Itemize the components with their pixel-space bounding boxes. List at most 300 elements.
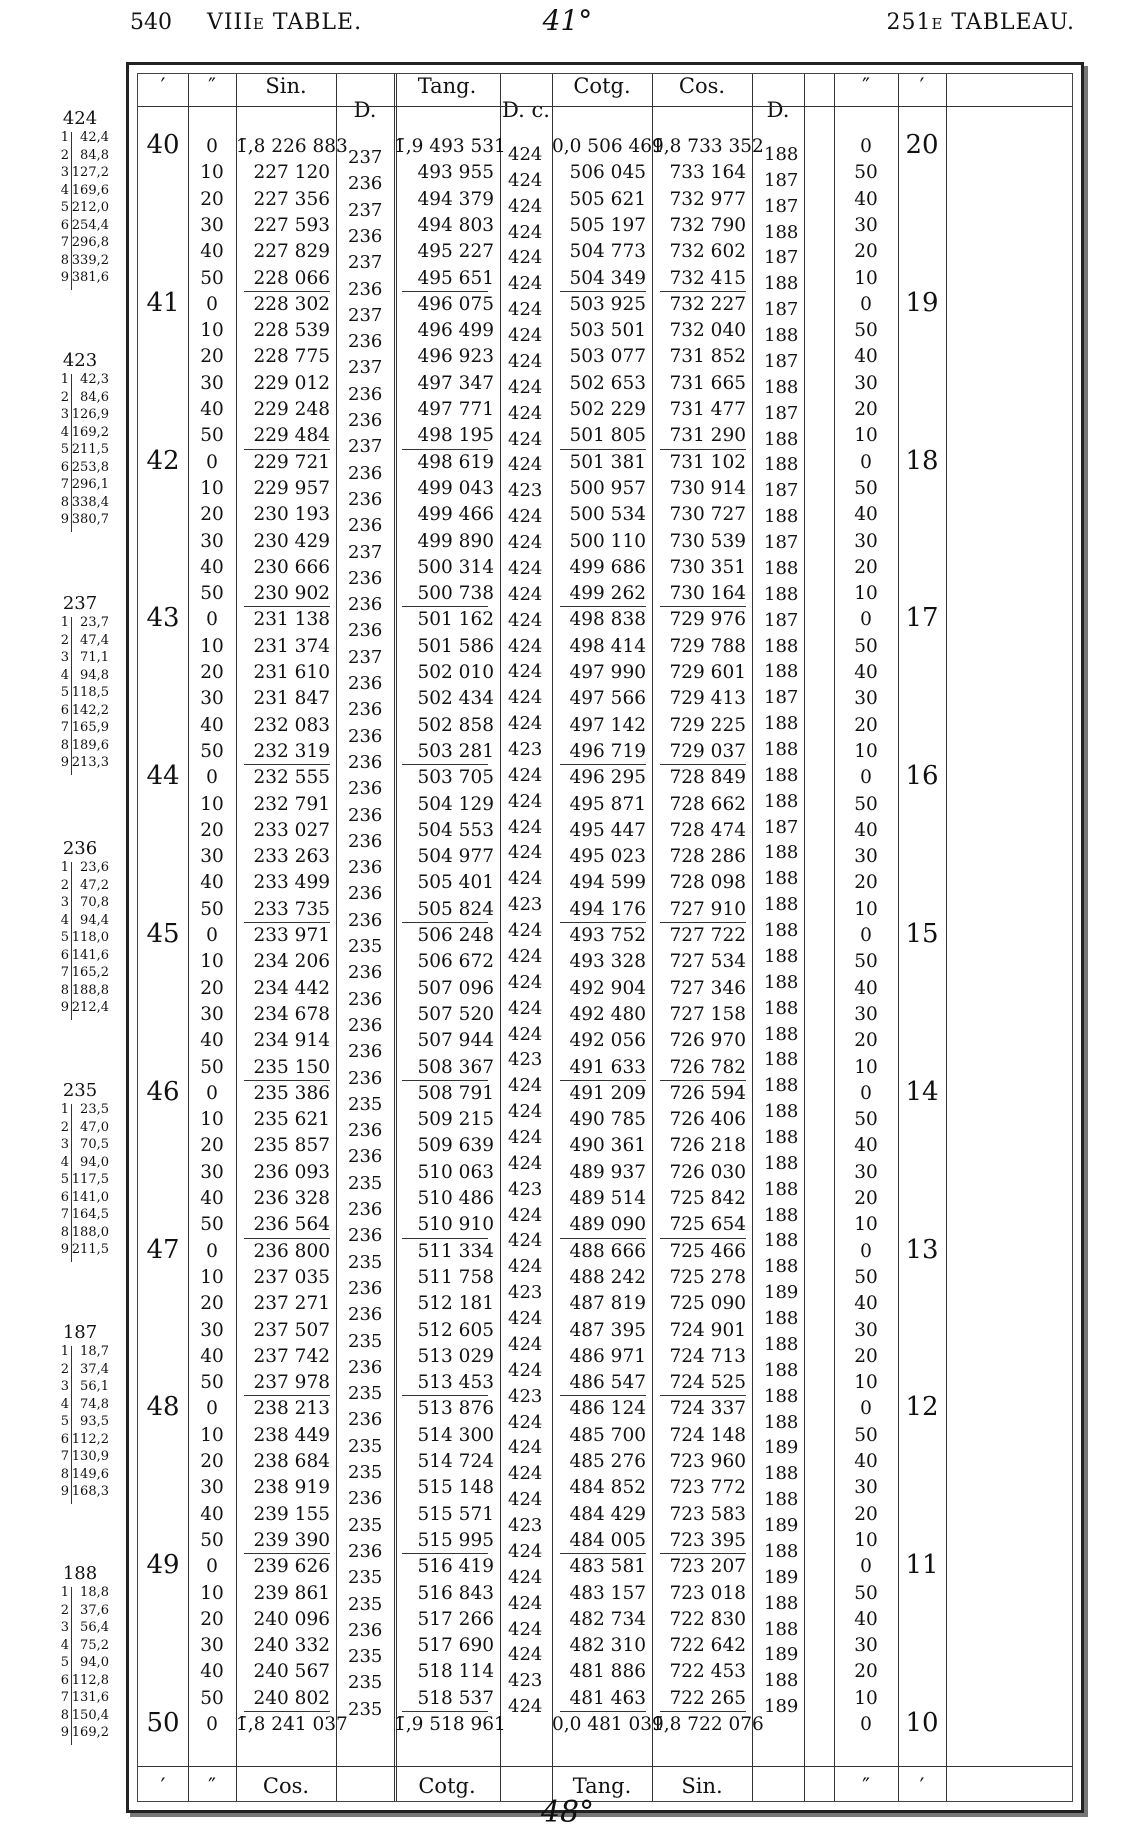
diff-common: 423 xyxy=(508,1282,543,1304)
cotg-value: 505 621 xyxy=(569,188,646,210)
seconds-label-right: 30 xyxy=(854,1319,878,1341)
diff-common: 424 xyxy=(508,1152,543,1174)
seconds-label: 0 xyxy=(206,293,218,315)
proportional-parts-line xyxy=(60,667,126,685)
sin-value: 236 328 xyxy=(253,1188,330,1209)
tang-value: 510 063 xyxy=(417,1161,494,1183)
cos-value: 731 102 xyxy=(669,451,746,473)
table-row xyxy=(138,634,1072,660)
seconds-label: 50 xyxy=(200,1372,224,1394)
tang-value: 504 129 xyxy=(417,793,494,815)
diff-common: 424 xyxy=(508,557,543,579)
cos-value: 723 207 xyxy=(669,1556,746,1578)
cotg-value: 483 157 xyxy=(569,1582,646,1604)
sin-value: 231 610 xyxy=(253,662,330,683)
diff-common: 424 xyxy=(508,325,543,347)
seconds-label-right: 30 xyxy=(854,214,878,236)
table-row xyxy=(138,187,1072,213)
seconds-label-right: 10 xyxy=(854,1687,878,1709)
seconds-label: 20 xyxy=(200,1293,224,1315)
tang-value: 501 586 xyxy=(417,635,494,657)
proportional-parts-title: 188 xyxy=(62,1563,98,1584)
diff-common: 424 xyxy=(508,1489,543,1511)
proportional-parts-block xyxy=(60,350,126,529)
seconds-label: 30 xyxy=(200,214,224,236)
sin-value: 232 791 xyxy=(253,793,330,815)
pp-digit: 3 xyxy=(60,1379,69,1394)
cos-value: 724 148 xyxy=(669,1424,746,1446)
minute-rule xyxy=(244,1080,330,1081)
column-header: ″ xyxy=(208,74,216,98)
tang-value: 515 148 xyxy=(417,1477,494,1499)
proportional-parts-block xyxy=(60,1322,126,1501)
pp-digit: 6 xyxy=(60,1189,69,1205)
pp-value: 94,0 xyxy=(80,1154,109,1170)
diff-common: 424 xyxy=(508,920,543,942)
cos-value: 728 286 xyxy=(669,846,746,868)
diff-common: 424 xyxy=(508,1463,543,1485)
cos-value: 731 477 xyxy=(669,399,746,420)
diff-cos: 187 xyxy=(764,402,799,424)
page-number-text: 540 xyxy=(130,10,172,35)
tang-value: 500 738 xyxy=(417,583,494,605)
diff-common: 424 xyxy=(508,1437,543,1459)
pp-value: 141,6 xyxy=(71,947,109,963)
seconds-label: 0 xyxy=(206,609,218,631)
tang-value: 517 266 xyxy=(417,1608,494,1630)
minute-label: 47 xyxy=(146,1234,180,1265)
diff-cos: 188 xyxy=(764,1230,799,1252)
pp-digit: 8 xyxy=(60,494,69,510)
seconds-label-right: 0 xyxy=(860,1556,872,1578)
cos-value: 725 090 xyxy=(669,1293,746,1315)
proportional-parts-line xyxy=(60,389,126,407)
cos-value: 732 977 xyxy=(669,188,746,210)
pp-value: 253,8 xyxy=(71,459,109,475)
diff-sin: 236 xyxy=(348,462,383,484)
diff-sin: 236 xyxy=(348,1619,383,1641)
sin-value: 227 356 xyxy=(253,188,330,210)
column-header: D. xyxy=(353,98,377,122)
table-row xyxy=(138,1318,1072,1344)
cos-value: 726 030 xyxy=(669,1161,746,1183)
pp-digit: 9 xyxy=(60,512,69,527)
cos-value: 724 525 xyxy=(669,1372,746,1394)
diff-sin: 235 xyxy=(348,1435,383,1457)
diff-cos: 188 xyxy=(764,583,799,605)
proportional-parts-line xyxy=(60,1189,126,1207)
diff-cos: 188 xyxy=(764,713,799,735)
proportional-parts-title: 237 xyxy=(62,593,98,614)
seconds-label-right: 20 xyxy=(854,1661,878,1683)
tang-value: 513 029 xyxy=(417,1345,494,1367)
pp-value: 84,6 xyxy=(80,389,109,405)
seconds-label-right: 0 xyxy=(860,1398,872,1420)
footer-rule xyxy=(138,1766,1072,1767)
minute-rule xyxy=(244,1395,330,1396)
minute-rule xyxy=(402,764,488,765)
pp-digit: 9 xyxy=(60,1484,69,1499)
diff-cos: 188 xyxy=(764,1333,799,1355)
diff-cos: 188 xyxy=(764,1489,799,1511)
seconds-label-right: 50 xyxy=(854,1266,878,1288)
pp-value: 254,4 xyxy=(71,217,109,233)
seconds-label-right: 20 xyxy=(854,872,878,894)
diff-common: 424 xyxy=(508,506,543,528)
sin-value: 229 484 xyxy=(253,425,330,447)
sin-value: 239 390 xyxy=(253,1529,330,1551)
proportional-parts-line xyxy=(60,1136,126,1154)
seconds-label-right: 20 xyxy=(854,556,878,578)
pp-digit: 6 xyxy=(60,1672,69,1688)
seconds-label-right: 50 xyxy=(854,635,878,657)
diff-sin: 237 xyxy=(348,252,383,274)
table-row xyxy=(138,660,1072,686)
cos-value: 723 772 xyxy=(669,1477,746,1499)
diff-cos: 188 xyxy=(764,1075,799,1097)
minute-rule xyxy=(560,449,646,450)
seconds-label-right: 40 xyxy=(854,977,878,999)
seconds-label: 0 xyxy=(206,1714,218,1735)
cos-value: 723 960 xyxy=(669,1451,746,1472)
seconds-label-right: 10 xyxy=(854,425,878,447)
cotg-value: 500 534 xyxy=(569,504,646,526)
cotg-value: 481 463 xyxy=(569,1687,646,1709)
cos-value: 732 040 xyxy=(669,320,746,342)
diff-sin: 236 xyxy=(348,857,383,879)
diff-common: 423 xyxy=(508,1385,543,1407)
proportional-parts-line xyxy=(60,877,126,895)
proportional-parts-title: 423 xyxy=(62,350,98,371)
sin-value: 230 429 xyxy=(253,530,330,552)
pp-value: 296,1 xyxy=(71,477,109,492)
proportional-parts-line xyxy=(60,234,126,252)
diff-cos: 189 xyxy=(764,1515,799,1537)
pp-value: 84,8 xyxy=(80,147,109,163)
minute-rule xyxy=(660,922,746,923)
cotg-value: 484 429 xyxy=(569,1503,646,1525)
proportional-parts-rule xyxy=(71,132,72,290)
proportional-parts-line xyxy=(60,1431,126,1449)
proportional-parts-rule xyxy=(71,862,72,1020)
seconds-label: 0 xyxy=(206,1082,218,1104)
diff-sin: 235 xyxy=(348,1172,383,1194)
diff-cos: 187 xyxy=(764,816,799,838)
sin-value: 240 096 xyxy=(253,1608,330,1630)
seconds-label-right: 0 xyxy=(860,293,872,315)
cos-value: 722 265 xyxy=(669,1687,746,1709)
diff-sin: 235 xyxy=(348,1383,383,1405)
diff-cos: 188 xyxy=(764,945,799,967)
minute-rule xyxy=(660,764,746,765)
diff-common: 424 xyxy=(508,1359,543,1381)
table-title-right: 251e TABLEAU. xyxy=(886,10,1075,35)
cos-value: 728 098 xyxy=(669,872,746,894)
sin-value: 229 721 xyxy=(253,451,330,473)
sin-value: 238 449 xyxy=(253,1424,330,1446)
column-footer: Cotg. xyxy=(418,1774,476,1798)
pp-value: 169,6 xyxy=(71,182,109,198)
diff-cos: 188 xyxy=(764,144,799,165)
tang-value: 511 758 xyxy=(417,1266,494,1288)
proportional-parts-line xyxy=(60,947,126,965)
cos-value: 731 852 xyxy=(669,346,746,368)
pp-digit: 5 xyxy=(60,442,69,457)
cotg-value: 488 242 xyxy=(569,1266,646,1288)
seconds-label-right: 10 xyxy=(854,1214,878,1236)
diff-cos: 188 xyxy=(764,1308,799,1330)
seconds-label: 50 xyxy=(200,740,224,762)
seconds-label-right: 40 xyxy=(854,504,878,526)
tang-value: 517 690 xyxy=(417,1635,494,1657)
diff-sin: 235 xyxy=(348,1593,383,1615)
tang-value: 508 791 xyxy=(417,1082,494,1104)
diff-sin: 235 xyxy=(348,1093,383,1115)
proportional-parts-line xyxy=(60,912,126,930)
tang-value: 510 486 xyxy=(417,1188,494,1209)
cotg-value: 483 581 xyxy=(569,1556,646,1578)
pp-value: 70,8 xyxy=(80,895,109,910)
column-footer: ′ xyxy=(160,1774,166,1798)
pp-value: 94,4 xyxy=(80,912,109,928)
seconds-label-right: 20 xyxy=(854,714,878,736)
tang-value: 508 367 xyxy=(417,1056,494,1078)
cotg-value: 486 547 xyxy=(569,1372,646,1394)
cotg-value: 492 480 xyxy=(569,1003,646,1025)
cotg-value: 484 005 xyxy=(569,1529,646,1551)
pp-digit: 2 xyxy=(60,147,69,163)
minute-label: 50 xyxy=(146,1708,180,1738)
column-footer: Tang. xyxy=(572,1774,632,1798)
table-title-left: VIIIe TABLE. xyxy=(206,10,363,35)
cotg-value: 484 852 xyxy=(569,1477,646,1499)
column-header: Tang. xyxy=(417,74,477,98)
minute-rule xyxy=(660,1080,746,1081)
diff-cos: 188 xyxy=(764,1152,799,1174)
seconds-label: 40 xyxy=(200,872,224,894)
cotg-value: 505 197 xyxy=(569,214,646,236)
sin-value: 233 499 xyxy=(253,872,330,894)
proportional-parts-rule xyxy=(71,1346,72,1504)
minute-rule xyxy=(402,606,488,607)
seconds-label-right: 20 xyxy=(854,399,878,420)
minute-rule xyxy=(402,922,488,923)
tang-value: 512 605 xyxy=(417,1319,494,1341)
diff-cos: 189 xyxy=(764,1696,799,1718)
diff-sin: 236 xyxy=(348,488,383,510)
diff-sin: 237 xyxy=(348,304,383,326)
cos-value: 722 830 xyxy=(669,1608,746,1630)
cotg-value: 503 501 xyxy=(569,320,646,342)
cos-value: 723 018 xyxy=(669,1582,746,1604)
seconds-label-right: 0 xyxy=(860,1714,872,1735)
tang-value: 513 453 xyxy=(417,1372,494,1394)
pp-value: 380,7 xyxy=(71,512,109,527)
diff-cos: 188 xyxy=(764,428,799,450)
pp-digit: 2 xyxy=(60,1361,69,1377)
sin-value: 228 302 xyxy=(253,293,330,315)
cotg-value: 496 719 xyxy=(569,740,646,762)
tang-value: 507 944 xyxy=(417,1030,494,1052)
pp-digit: 9 xyxy=(60,270,69,285)
minute-label-right: 20 xyxy=(905,130,939,160)
proportional-parts-line xyxy=(60,1154,126,1172)
sin-value: 235 857 xyxy=(253,1135,330,1157)
diff-common: 424 xyxy=(508,609,543,631)
tang-value: 499 466 xyxy=(417,504,494,526)
sin-value: 233 027 xyxy=(253,819,330,841)
seconds-label: 30 xyxy=(200,1635,224,1657)
table-row xyxy=(138,1449,1072,1475)
diff-cos: 188 xyxy=(764,1463,799,1485)
minute-label-right: 11 xyxy=(905,1550,939,1581)
cos-value: 726 594 xyxy=(669,1082,746,1104)
diff-sin: 236 xyxy=(348,383,383,405)
seconds-label-right: 20 xyxy=(854,241,878,263)
column-header: ′ xyxy=(919,74,925,98)
pp-value: 70,5 xyxy=(80,1137,109,1152)
diff-cos: 188 xyxy=(764,997,799,1019)
seconds-label-right: 10 xyxy=(854,898,878,920)
minute-rule xyxy=(244,1553,330,1554)
seconds-label: 40 xyxy=(200,241,224,263)
diff-cos: 188 xyxy=(764,221,799,243)
tang-value: 504 553 xyxy=(417,819,494,841)
cotg-value: 481 886 xyxy=(569,1661,646,1683)
cos-value: 732 602 xyxy=(669,241,746,263)
diff-common: 423 xyxy=(508,1670,543,1692)
tang-value: 502 010 xyxy=(417,662,494,683)
proportional-parts-line xyxy=(60,371,126,389)
pp-digit: 4 xyxy=(60,424,69,440)
proportional-parts-title: 236 xyxy=(62,838,98,859)
cotg-value: 504 349 xyxy=(569,267,646,289)
diff-common: 424 xyxy=(508,764,543,786)
tang-value: 502 858 xyxy=(417,714,494,736)
sin-value: 229 957 xyxy=(253,477,330,499)
minute-label: 44 xyxy=(146,761,180,792)
diff-common: 424 xyxy=(508,350,543,372)
table-row xyxy=(138,1291,1072,1317)
proportional-parts-line xyxy=(60,164,126,182)
diff-common: 424 xyxy=(508,1618,543,1640)
log-table xyxy=(137,73,1073,1802)
seconds-label: 20 xyxy=(200,1135,224,1157)
diff-sin: 236 xyxy=(348,278,383,300)
pp-value: 213,3 xyxy=(71,755,109,770)
proportional-parts-line xyxy=(60,406,126,424)
proportional-parts-line xyxy=(60,614,126,632)
tang-value: 507 096 xyxy=(417,977,494,999)
column-header: Cotg. xyxy=(573,74,631,98)
tang-value: 496 499 xyxy=(417,320,494,342)
sin-value: 232 555 xyxy=(253,767,330,789)
pp-digit: 9 xyxy=(60,1242,69,1257)
seconds-label-right: 50 xyxy=(854,1424,878,1446)
diff-sin: 235 xyxy=(348,1330,383,1352)
seconds-label: 40 xyxy=(200,1661,224,1683)
pp-value: 211,5 xyxy=(71,442,109,457)
sin-value: 239 861 xyxy=(253,1582,330,1604)
pp-value: 117,5 xyxy=(71,1172,109,1187)
table-row xyxy=(138,1002,1072,1028)
pp-digit: 6 xyxy=(60,1431,69,1447)
pp-digit: 8 xyxy=(60,252,69,268)
sin-value: 234 206 xyxy=(253,951,330,973)
cos-value: 726 782 xyxy=(669,1056,746,1078)
diff-cos: 188 xyxy=(764,1385,799,1407)
sin-value: 231 374 xyxy=(253,635,330,657)
diff-cos: 188 xyxy=(764,635,799,657)
diff-cos: 188 xyxy=(764,1359,799,1381)
diff-cos: 188 xyxy=(764,661,799,683)
pp-digit: 8 xyxy=(60,982,69,998)
sin-value: 1̄,8 241 037 xyxy=(236,1714,348,1735)
diff-cos: 188 xyxy=(764,1411,799,1433)
proportional-parts-line xyxy=(60,632,126,650)
table-row xyxy=(138,1107,1072,1133)
cotg-value: 490 785 xyxy=(569,1109,646,1131)
seconds-label: 30 xyxy=(200,688,224,710)
seconds-label-right: 10 xyxy=(854,740,878,762)
pp-digit: 7 xyxy=(60,1449,69,1464)
pp-value: 141,0 xyxy=(71,1189,109,1205)
proportional-parts-line xyxy=(60,494,126,512)
seconds-label-right: 0 xyxy=(860,925,872,946)
pp-value: 112,2 xyxy=(71,1431,109,1447)
diff-cos: 188 xyxy=(764,557,799,579)
pp-digit: 2 xyxy=(60,389,69,405)
tang-value: 494 803 xyxy=(417,214,494,236)
cotg-value: 492 904 xyxy=(569,977,646,999)
proportional-parts-line xyxy=(60,1672,126,1690)
diff-cos: 188 xyxy=(764,1540,799,1562)
seconds-label: 0 xyxy=(206,1240,218,1262)
diff-common: 424 xyxy=(508,247,543,269)
proportional-parts-line xyxy=(60,1343,126,1361)
pp-digit: 8 xyxy=(60,1466,69,1482)
diff-cos: 188 xyxy=(764,1049,799,1071)
diff-common: 424 xyxy=(508,1566,543,1588)
proportional-parts-line xyxy=(60,441,126,459)
pp-digit: 4 xyxy=(60,1154,69,1170)
diff-sin: 236 xyxy=(348,883,383,905)
pp-value: 18,8 xyxy=(80,1585,109,1600)
proportional-parts-block xyxy=(60,593,126,772)
proportional-parts-line xyxy=(60,1171,126,1189)
seconds-label: 50 xyxy=(200,1529,224,1551)
pp-digit: 3 xyxy=(60,407,69,422)
diff-sin: 236 xyxy=(348,1304,383,1326)
proportional-parts-line xyxy=(60,1378,126,1396)
pp-value: 149,6 xyxy=(71,1466,109,1482)
proportional-parts-line xyxy=(60,269,126,287)
table-row xyxy=(138,1133,1072,1159)
pp-digit: 1 xyxy=(60,1102,69,1117)
tang-value: 506 248 xyxy=(417,925,494,946)
table-row xyxy=(138,870,1072,896)
seconds-label-right: 0 xyxy=(860,1240,872,1262)
table-row xyxy=(138,344,1072,370)
tang-value: 516 843 xyxy=(417,1582,494,1604)
proportional-parts-block xyxy=(60,1080,126,1259)
pp-digit: 5 xyxy=(60,1414,69,1429)
seconds-label: 40 xyxy=(200,1345,224,1367)
diff-sin: 235 xyxy=(348,1672,383,1694)
seconds-label: 50 xyxy=(200,267,224,289)
seconds-label-right: 20 xyxy=(854,1030,878,1052)
cotg-value: 492 056 xyxy=(569,1030,646,1052)
